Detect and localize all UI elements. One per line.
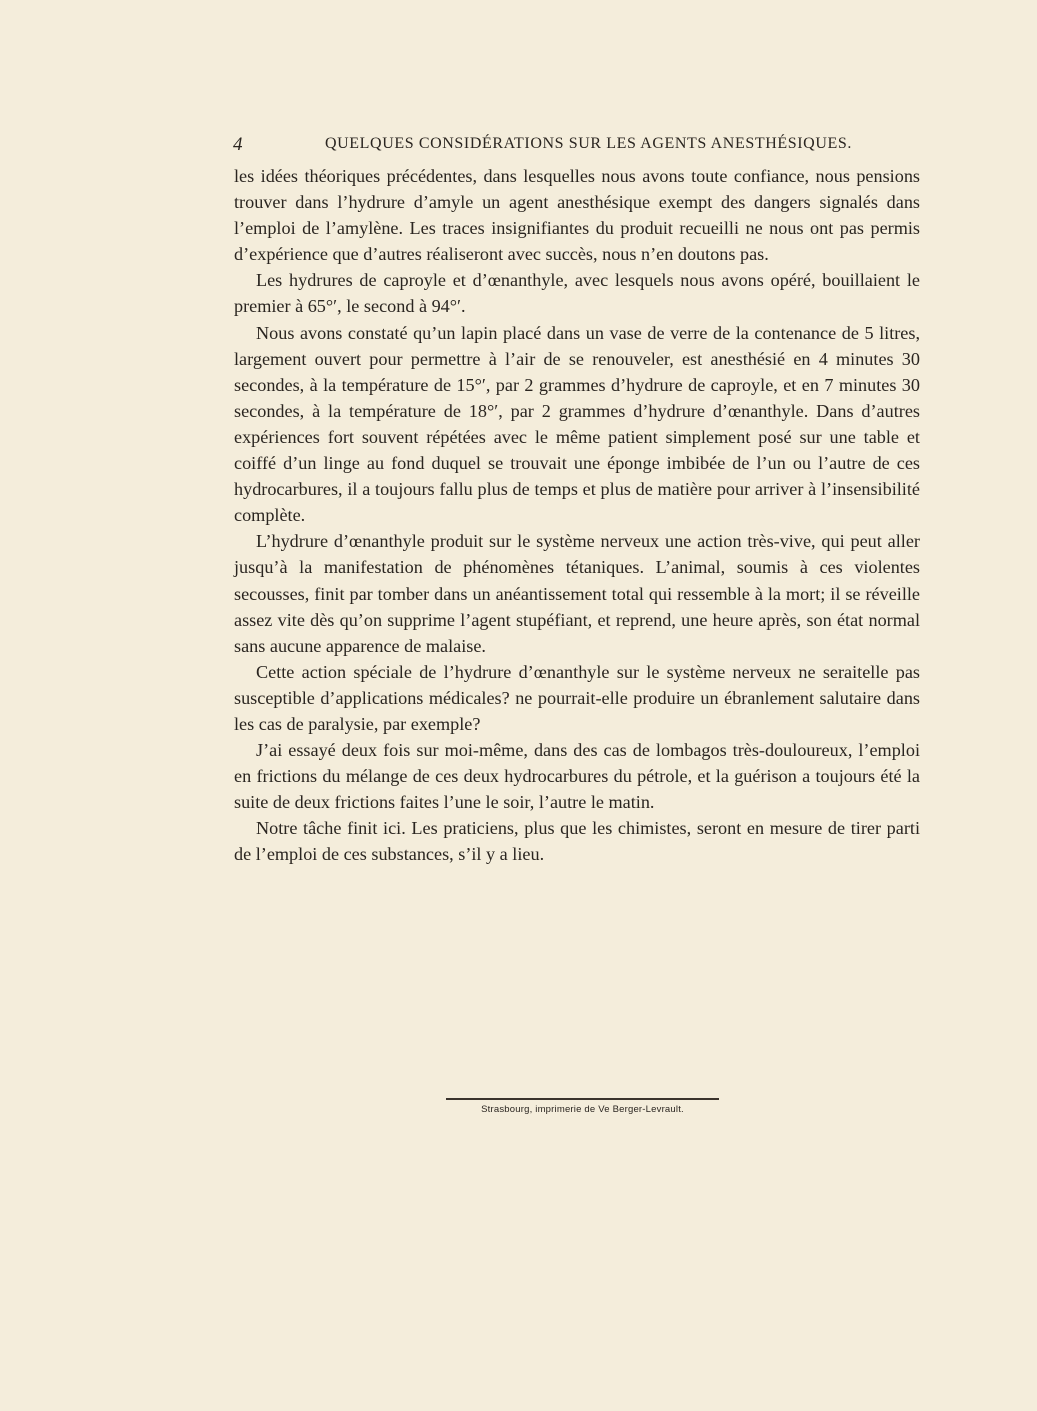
paragraph: Nous avons constaté qu’un lapin placé dans un vase de verre de la contenance de 5 litres, largement ouvert pour permettre à l’air de se renouveler, est anesthésié en 4 minutes 30 secondes, à la température de 15°′, par 2 grammes d’hydrure de caproyle, et en 7 minutes 30 secondes, à la température de 18°′, par 2 grammes d’hydrure d’œnanthyle. Dans d’autres expériences fort souvent répétées avec le même patient simplement posé sur une table et coiffé d’un linge au fond duquel se trouvait une éponge imbibée de l’un ou l’autre de ces hydrocarbures, il a toujours fallu plus de temps et plus de matière pour arriver à l’insensibilité complète. — [234, 322, 920, 526]
body-text — [234, 163, 920, 868]
paragraph: J’ai essayé deux fois sur moi-même, dans des cas de lombagos très-douloureux, l’emploi en frictions du mélange de ces deux hydrocarbures du pétrole, et la guérison a toujours été la suite de deux frictions faites l’une le soir, l’autre le matin. — [234, 740, 920, 813]
running-title: QUELQUES CONSIDÉRATIONS SUR LES AGENTS ANESTHÉSIQUES. — [325, 135, 852, 152]
page-number: 4 — [233, 134, 243, 155]
paragraph: les idées théoriques précédentes, dans lesquelles nous avons toute confiance, nous pensions trouver dans l’hydrure d’amyle un agent anesthésique exempt des dangers signalés dans l’emploi de l’amylène. Les traces insignifiantes du produit recueilli ne nous ont pas permis d’expérience que d’autres réaliseront avec succès, nous n’en doutons pas. — [234, 166, 920, 265]
paragraph: Cette action spéciale de l’hydrure d’œnanthyle sur le système nerveux ne seraitelle pas susceptible d’applications médicales? ne pourrait-elle produire un ébranlement salutaire dans les cas de paralysie, par exemple? — [234, 661, 920, 734]
paragraph: Les hydrures de caproyle et d’œnanthyle, avec lesquels nous avons opéré, bouillaient le premier à 65°′, le second à 94°′. — [234, 270, 920, 317]
paragraph: L’hydrure d’œnanthyle produit sur le système nerveux une action très-vive, qui peut aller jusqu’à la manifestation de phénomènes tétaniques. L’animal, soumis à ces violentes secousses, finit par tomber dans un anéantissement total qui ressemble à la mort; il se réveille assez vite dès qu’on supprime l’agent stupéfiant, et reprend, une heure après, son état normal sans aucune apparence de malaise. — [234, 531, 920, 656]
printer-imprint: Strasbourg, imprimerie de Ve Berger-Levrault. — [481, 1104, 684, 1115]
paragraph: Notre tâche finit ici. Les praticiens, plus que les chimistes, seront en mesure de tirer parti de l’emploi de ces substances, s’il y a lieu. — [234, 818, 920, 865]
footer-rule — [446, 1098, 719, 1100]
page-header — [233, 134, 923, 160]
